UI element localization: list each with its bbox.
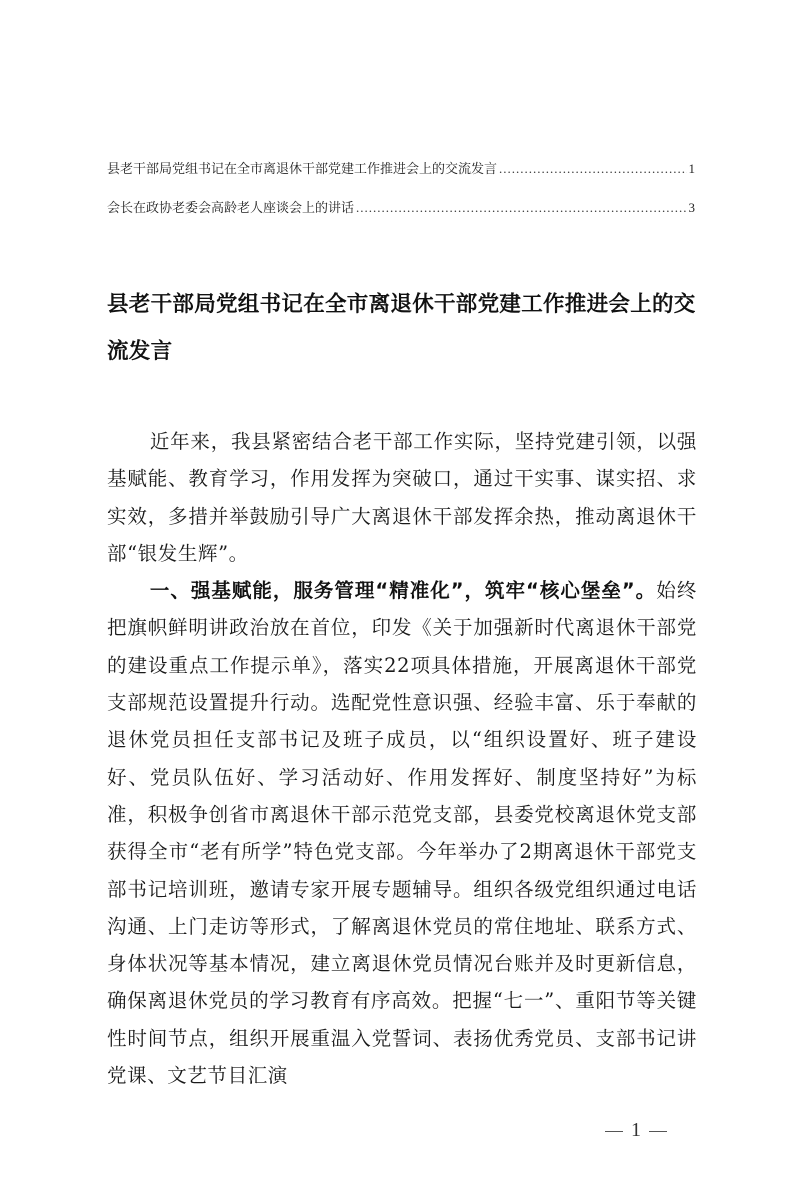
toc-entry-title: 县老干部局党组书记在全市离退休干部党建工作推进会上的交流发言: [107, 161, 498, 176]
footer-dash-right: [649, 1131, 667, 1132]
page-number: 1: [631, 1119, 641, 1142]
toc-entry[interactable]: [107, 160, 695, 178]
toc-entry-page: 3: [688, 200, 695, 215]
toc-entry-title: 会长在政协老委会高龄老人座谈会上的讲话: [107, 200, 355, 215]
footer-dash-left: [605, 1131, 623, 1132]
paragraph-text: 始终把旗帜鲜明讲政治放在首位，印发《关于加强新时代离退休干部党的建设重点工作提示单》，落实22项具体措施，开展离退休干部党支部规范设置提升行动。选配党性意识强、经验丰富、乐于奉献的退休党员担任支部书记及班子成员，以“组织设置好、班子建设好、党员队伍好、学习活动好、作用发挥好、制度坚持好”为标准，积极争创省市离退休干部示范党支部，县委党校离退休党支部获得全市“老有所学”特色党支部。今年举办了2期离退休干部党支部书记培训班，邀请专家开展专题辅导。组织各级党组织通过电话沟通、上门走访等形式，了解离退休党员的常住地址、联系方式、身体状况等基本情况，建立离退休党员情况台账并及时更新信息，确保离退休党员的学习教育有序高效。把握“七一”、重阳节等关键性时间节点，组织开展重温入党誓词、表扬优秀党员、支部书记讲党课、文艺节目汇演: [107, 579, 698, 1088]
intro-paragraph: [107, 423, 697, 572]
section-paragraph: [107, 572, 697, 1094]
section-heading: 一、强基赋能，服务管理“精准化”，筑牢“核心堡垒”。: [149, 579, 657, 603]
document-body: [107, 423, 697, 1094]
toc-dot-leader: [499, 160, 686, 178]
table-of-contents: [107, 160, 695, 238]
toc-dot-leader: [356, 199, 686, 217]
toc-entry[interactable]: [107, 199, 695, 217]
document-title: 县老干部局党组书记在全市离退休干部党建工作推进会上的交流发言: [107, 292, 696, 364]
paragraph-text: 近年来，我县紧密结合老干部工作实际，坚持党建引领，以强基赋能、教育学习，作用发挥为突破口，通过干实事、谋实招、求实效，多措并举鼓励引导广大离退休干部发挥余热，推动离退休干部“银发生辉”。: [107, 430, 697, 565]
toc-entry-page: 1: [688, 161, 695, 176]
